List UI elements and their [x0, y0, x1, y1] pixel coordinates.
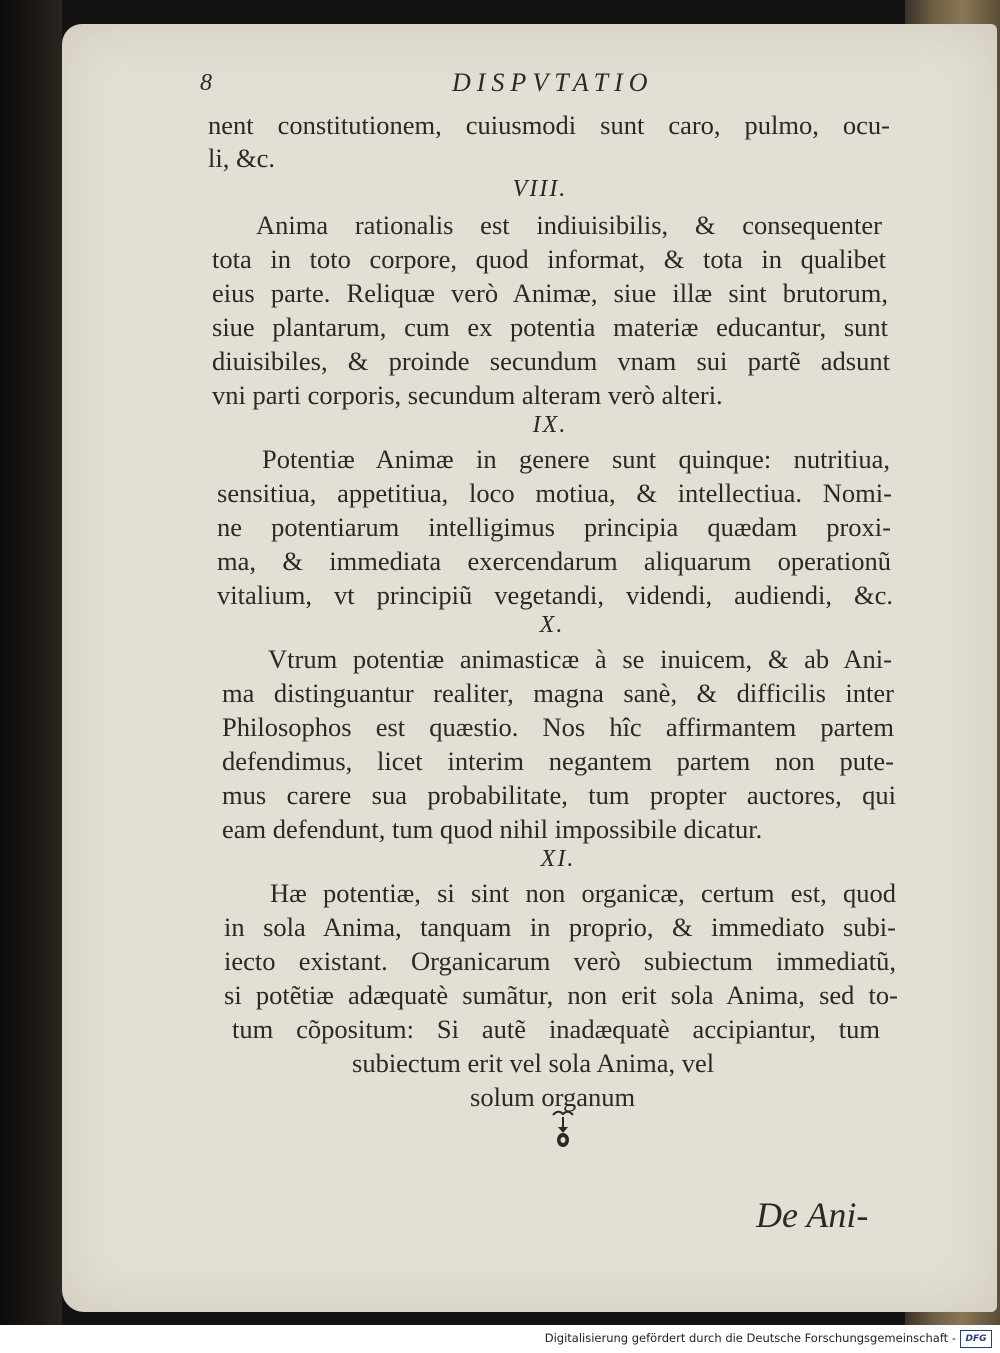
text-line: vitalium, vt principiũ vegetandi, videndi, audiendi, &c.: [217, 580, 893, 610]
running-head: DISPVTATIO: [452, 68, 654, 97]
text-line: Vtrum potentiæ animasticæ à se inuicem, & ab Ani-: [268, 644, 892, 674]
text-line: mus carere sua probabilitate, tum propter auctores, qui: [222, 780, 896, 810]
page-text: [62, 24, 997, 1312]
text-line: sensitiua, appetitiua, loco motiua, & intellectiua. Nomi-: [217, 478, 892, 508]
text-line: Potentiæ Animæ in genere sunt quinque: nutritiua,: [262, 444, 890, 474]
text-line: defendimus, licet interim negantem partem non pute-: [222, 746, 894, 776]
dfg-logo-icon: DFG: [960, 1330, 992, 1348]
ornament-icon: [550, 1109, 576, 1149]
footer-credit: Digitalisierung gefördert durch die Deutsche Forschungsgemeinschaft -: [544, 1331, 956, 1345]
text-line: eam defendunt, tum quod nihil impossibile dicatur.: [222, 814, 763, 844]
text-line: eius parte. Reliquæ verò Animæ, siue illæ sint brutorum,: [212, 278, 888, 308]
text-line: ma distinguantur realiter, magna sanè, & difficilis inter: [222, 678, 894, 708]
page-number: 8: [200, 70, 212, 96]
section-number: XI.: [540, 846, 576, 872]
catchword: De Ani-: [756, 1195, 869, 1235]
book-page: [62, 24, 997, 1312]
text-line: nent constitutionem, cuiusmodi sunt caro, pulmo, ocu-: [208, 110, 890, 140]
book-binding-left: [0, 0, 62, 1325]
text-line: solum organum: [470, 1082, 636, 1112]
text-line: subiectum erit vel sola Anima, vel: [352, 1048, 715, 1078]
section-number: IX.: [532, 412, 568, 438]
text-line: li, &c.: [208, 143, 275, 173]
text-line: tum cõpositum: Si autẽ inadæquatè accipiantur, tum: [232, 1014, 880, 1044]
text-line: siue plantarum, cum ex potentia materiæ educantur, sunt: [212, 312, 888, 342]
text-line: si potẽtiæ adæquatè sumãtur, non erit sola Anima, sed to-: [224, 980, 898, 1010]
text-line: vni parti corporis, secundum alteram verò alteri.: [212, 380, 723, 410]
text-line: tota in toto corpore, quod informat, & tota in qualibet: [212, 244, 886, 274]
text-line: Hæ potentiæ, si sint non organicæ, certum est, quod: [270, 878, 896, 908]
footer-bar: [0, 1325, 1000, 1353]
text-line: diuisibiles, & proinde secundum vnam sui partẽ adsunt: [212, 346, 890, 376]
section-number: X.: [539, 612, 565, 638]
text-line: iecto existant. Organicarum verò subiectum immediatũ,: [224, 946, 896, 976]
text-line: Philosophos est quæstio. Nos hîc affirmantem partem: [222, 712, 894, 742]
section-number: VIII.: [512, 176, 568, 202]
text-line: ne potentiarum intelligimus principia quædam proxi-: [217, 512, 891, 542]
text-line: ma, & immediata exercendarum aliquarum operationũ: [217, 546, 891, 576]
text-line: in sola Anima, tanquam in proprio, & immediato subi-: [224, 912, 896, 942]
text-line: Anima rationalis est indiuisibilis, & consequenter: [256, 210, 882, 240]
